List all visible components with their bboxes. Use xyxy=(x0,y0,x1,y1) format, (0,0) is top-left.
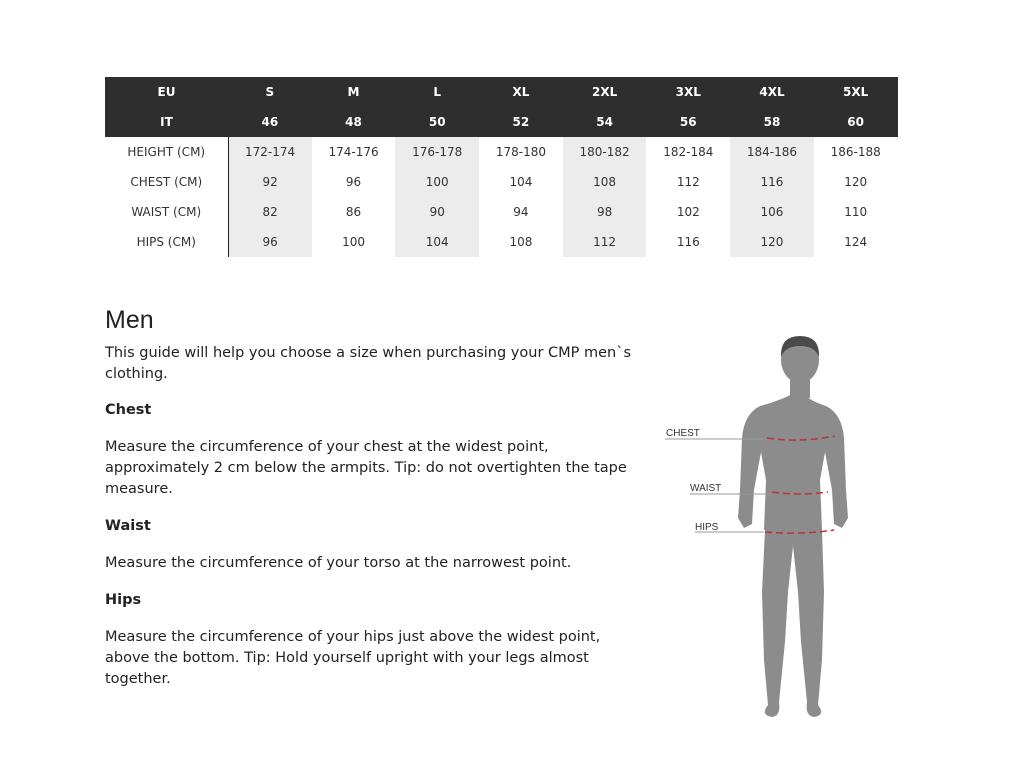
table-cell: 184-186 xyxy=(730,137,814,167)
size-cell: 48 xyxy=(312,107,396,137)
table-cell: 100 xyxy=(342,235,365,249)
size-cell: S xyxy=(228,77,312,107)
table-cell: 102 xyxy=(676,205,700,219)
table-cell: 116 xyxy=(676,235,700,249)
size-cell: 60 xyxy=(814,107,898,137)
table-row-chest xyxy=(105,167,898,197)
table-cell: 112 xyxy=(563,227,647,257)
header-row-it xyxy=(105,107,898,137)
size-cell: 4XL xyxy=(730,77,814,107)
guide-intro: This guide will help you choose a size when purchasing your CMP men`s clothing. xyxy=(105,345,632,382)
table-cell: 108 xyxy=(563,167,647,197)
table-cell: 172-174 xyxy=(228,137,312,167)
table-cell: 96 xyxy=(345,175,362,189)
size-cell: 2XL xyxy=(563,77,647,107)
row-label-chest: CHEST (CM) xyxy=(105,167,228,197)
torso xyxy=(738,390,848,530)
table-cell: 100 xyxy=(395,167,479,197)
section-heading-chest: Chest xyxy=(105,402,152,418)
table-row-hips xyxy=(105,227,898,257)
table-row-waist xyxy=(105,197,898,227)
table-cell: 182-184 xyxy=(663,145,714,159)
table-row-height xyxy=(105,137,898,167)
size-cell: 54 xyxy=(563,107,647,137)
legs xyxy=(762,530,824,717)
size-cell: 3XL xyxy=(646,77,730,107)
size-cell: L xyxy=(395,77,479,107)
table-cell: 186-188 xyxy=(830,145,881,159)
hips-label: HIPS xyxy=(695,522,719,533)
size-cell: 52 xyxy=(479,107,563,137)
table-cell: 116 xyxy=(730,167,814,197)
table-cell: 108 xyxy=(509,235,533,249)
row-label-height: HEIGHT (CM) xyxy=(105,137,228,167)
section-heading-waist: Waist xyxy=(105,518,151,534)
size-cell: 46 xyxy=(228,107,312,137)
table-cell: 94 xyxy=(513,205,529,219)
table-cell: 174-176 xyxy=(328,145,379,159)
size-cell: M xyxy=(312,77,396,107)
page-title: Men xyxy=(105,306,154,334)
table-cell: 120 xyxy=(844,175,868,189)
table-cell: 124 xyxy=(844,235,868,249)
table-cell: 178-180 xyxy=(495,145,546,159)
table-cell: 98 xyxy=(563,197,647,227)
waist-label: WAIST xyxy=(690,483,722,494)
table-cell: 180-182 xyxy=(563,137,647,167)
body-measurement-figure xyxy=(660,330,880,725)
size-cell: 50 xyxy=(395,107,479,137)
section-text-hips: Measure the circumference of your hips just above the widest point, above the bottom. Tip: Hold yourself upright with your legs almost together. xyxy=(105,629,601,687)
table-cell: 104 xyxy=(395,227,479,257)
section-text-chest: Measure the circumference of your chest at the widest point, approximately 2 cm below the armpits. Tip: do not overtighten the tape measure. xyxy=(105,439,627,497)
table-cell: 110 xyxy=(844,205,868,219)
size-chart-table xyxy=(105,77,898,257)
chest-label: CHEST xyxy=(666,428,700,439)
size-cell: 56 xyxy=(646,107,730,137)
table-cell: 96 xyxy=(228,227,312,257)
size-cell: 58 xyxy=(730,107,814,137)
header-label-it: IT xyxy=(105,107,228,137)
size-cell: XL xyxy=(479,77,563,107)
row-label-hips: HIPS (CM) xyxy=(105,227,228,257)
table-cell: 120 xyxy=(730,227,814,257)
table-cell: 82 xyxy=(228,197,312,227)
table-cell: 176-178 xyxy=(395,137,479,167)
table-cell: 92 xyxy=(228,167,312,197)
header-label-eu: EU xyxy=(105,77,228,107)
human-figure xyxy=(738,336,848,717)
section-text-waist: Measure the circumference of your torso at the narrowest point. xyxy=(105,555,572,571)
table-cell: 112 xyxy=(676,175,700,189)
table-cell: 86 xyxy=(345,205,362,219)
header-row-eu xyxy=(105,77,898,107)
size-cell: 5XL xyxy=(814,77,898,107)
table-cell: 90 xyxy=(395,197,479,227)
size-guide-text xyxy=(105,306,635,706)
table-cell: 104 xyxy=(509,175,533,189)
table-cell: 106 xyxy=(730,197,814,227)
section-heading-hips: Hips xyxy=(105,592,142,608)
row-label-waist: WAIST (CM) xyxy=(105,197,228,227)
